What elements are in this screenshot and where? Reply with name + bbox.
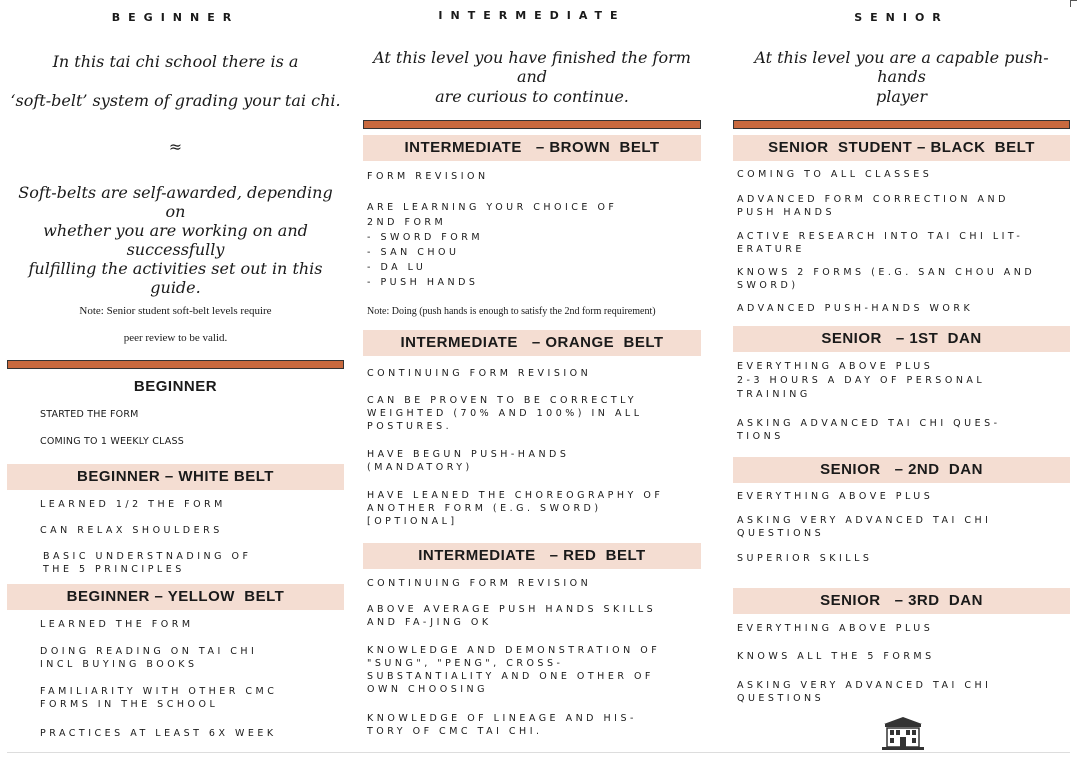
red-belt-item: KNOWLEDGE AND DEMONSTRATION OF "SUNG", "PENG", CROSS- SUBSTANTIALITY AND ONE OTHER OF OWN CHOOSING	[367, 645, 661, 695]
beginner-intro-line-2: ‘soft-belt’ system of grading your tai chi.	[10, 91, 341, 110]
bottom-divider	[7, 752, 1070, 753]
orange-belt-item: CAN BE PROVEN TO BE CORRECTLY WEIGHTED (70% AND 100%) IN ALL POSTURES.	[367, 395, 643, 432]
beginner-column	[7, 0, 344, 757]
yellow-belt-item: DOING READING ON TAI CHI INCL BUYING BOOKS	[40, 646, 258, 670]
beginner-title: BEGINNER	[133, 378, 218, 395]
red-belt-item: ABOVE AVERAGE PUSH HANDS SKILLS AND FA-JING OK	[367, 604, 657, 628]
building-icon	[880, 716, 926, 752]
first-dan-title: SENIOR – 1ST DAN	[733, 326, 1070, 352]
corner-mark	[1070, 0, 1077, 7]
brown-belt-item: ARE LEARNING YOUR CHOICE OF 2ND FORM - SWORD FORM - SAN CHOU - DA LU - PUSH HANDS	[367, 202, 618, 288]
approx-symbol: ≈	[168, 137, 183, 156]
white-belt-item: CAN RELAX SHOULDERS	[40, 525, 223, 536]
second-dan-item: ASKING VERY ADVANCED TAI CHI QUESTIONS	[737, 515, 992, 539]
black-belt-item: KNOWS 2 FORMS (E.G. SAN CHOU AND SWORD)	[737, 267, 1036, 291]
third-dan-item: KNOWS ALL THE 5 FORMS	[737, 651, 935, 662]
peer-review-note-line-2: peer review to be valid.	[123, 332, 228, 344]
black-belt-item: ADVANCED FORM CORRECTION AND PUSH HANDS	[737, 194, 1009, 218]
brown-belt-item: FORM REVISION	[367, 171, 489, 182]
white-belt-title: BEGINNER – WHITE BELT	[7, 464, 344, 490]
orange-belt-item: CONTINUING FORM REVISION	[367, 368, 592, 379]
yellow-belt-item: LEARNED THE FORM	[40, 619, 194, 630]
red-belt-title: INTERMEDIATE – RED BELT	[363, 543, 701, 569]
push-hands-footnote: Note: Doing (push hands is enough to satisfy the 2nd form requirement)	[367, 306, 656, 317]
senior-intro-line-1: At this level you are a capable push-hands	[754, 48, 1049, 86]
softbelt-body-line-3: fulfilling the activities set out in this guide.	[28, 259, 323, 297]
brown-belt-title: INTERMEDIATE – BROWN BELT	[363, 135, 701, 161]
first-dan-item: ASKING ADVANCED TAI CHI QUES- TIONS	[737, 418, 1001, 442]
yellow-belt-item: PRACTICES AT LEAST 6X WEEK	[40, 728, 277, 739]
third-dan-title: SENIOR – 3RD DAN	[733, 588, 1070, 614]
beginner-item: STARTED THE FORM	[40, 409, 139, 420]
white-belt-item: LEARNED 1/2 THE FORM	[40, 499, 226, 510]
orange-rule	[733, 120, 1070, 129]
orange-rule	[7, 360, 344, 369]
second-dan-title: SENIOR – 2ND DAN	[733, 457, 1070, 483]
peer-review-note-line-1: Note: Senior student soft-belt levels require	[79, 305, 272, 317]
orange-belt-item: HAVE LEANED THE CHOREOGRAPHY OF ANOTHER FORM (E.G. SWORD) [OPTIONAL]	[367, 490, 664, 527]
intermediate-intro-line-2: are curious to continue.	[435, 87, 629, 106]
black-belt-item: COMING TO ALL CLASSES	[737, 169, 933, 180]
softbelt-body-line-2: whether you are working on and successfully	[43, 221, 308, 259]
white-belt-item: BASIC UNDERSTNADING OF THE 5 PRINCIPLES	[43, 551, 252, 575]
second-dan-item: SUPERIOR SKILLS	[737, 553, 873, 564]
softbelt-body-line-1: Soft-belts are self-awarded, depending on	[18, 183, 333, 221]
red-belt-item: KNOWLEDGE OF LINEAGE AND HIS- TORY OF CMC TAI CHI.	[367, 713, 637, 737]
senior-intro-line-2: player	[875, 87, 928, 106]
yellow-belt-item: FAMILIARITY WITH OTHER CMC FORMS IN THE SCHOOL	[40, 686, 278, 710]
intermediate-column	[363, 0, 701, 757]
senior-column-header: SENIOR	[854, 11, 949, 24]
orange-belt-title: INTERMEDIATE – ORANGE BELT	[363, 330, 701, 356]
orange-rule	[363, 120, 701, 129]
black-belt-title: SENIOR STUDENT – BLACK BELT	[733, 135, 1070, 161]
intermediate-column-header: INTERMEDIATE	[438, 9, 626, 22]
beginner-intro-line-1: In this tai chi school there is a	[52, 52, 299, 71]
beginner-item: COMING TO 1 WEEKLY CLASS	[40, 436, 184, 447]
senior-column	[733, 0, 1070, 757]
yellow-belt-title: BEGINNER – YELLOW BELT	[7, 584, 344, 610]
third-dan-item: EVERYTHING ABOVE PLUS	[737, 623, 934, 634]
first-dan-item: EVERYTHING ABOVE PLUS 2-3 HOURS A DAY OF PERSONAL TRAINING	[737, 361, 986, 400]
red-belt-item: CONTINUING FORM REVISION	[367, 578, 592, 589]
beginner-column-header: BEGINNER	[111, 11, 240, 24]
intermediate-intro-line-1: At this level you have finished the form and	[373, 48, 691, 86]
third-dan-item: ASKING VERY ADVANCED TAI CHI QUESTIONS	[737, 680, 992, 704]
second-dan-item: EVERYTHING ABOVE PLUS	[737, 491, 934, 502]
black-belt-item: ACTIVE RESEARCH INTO TAI CHI LIT- ERATURE	[737, 231, 1024, 255]
orange-belt-item: HAVE BEGUN PUSH-HANDS (MANDATORY)	[367, 449, 570, 473]
black-belt-item: ADVANCED PUSH-HANDS WORK	[737, 303, 974, 314]
